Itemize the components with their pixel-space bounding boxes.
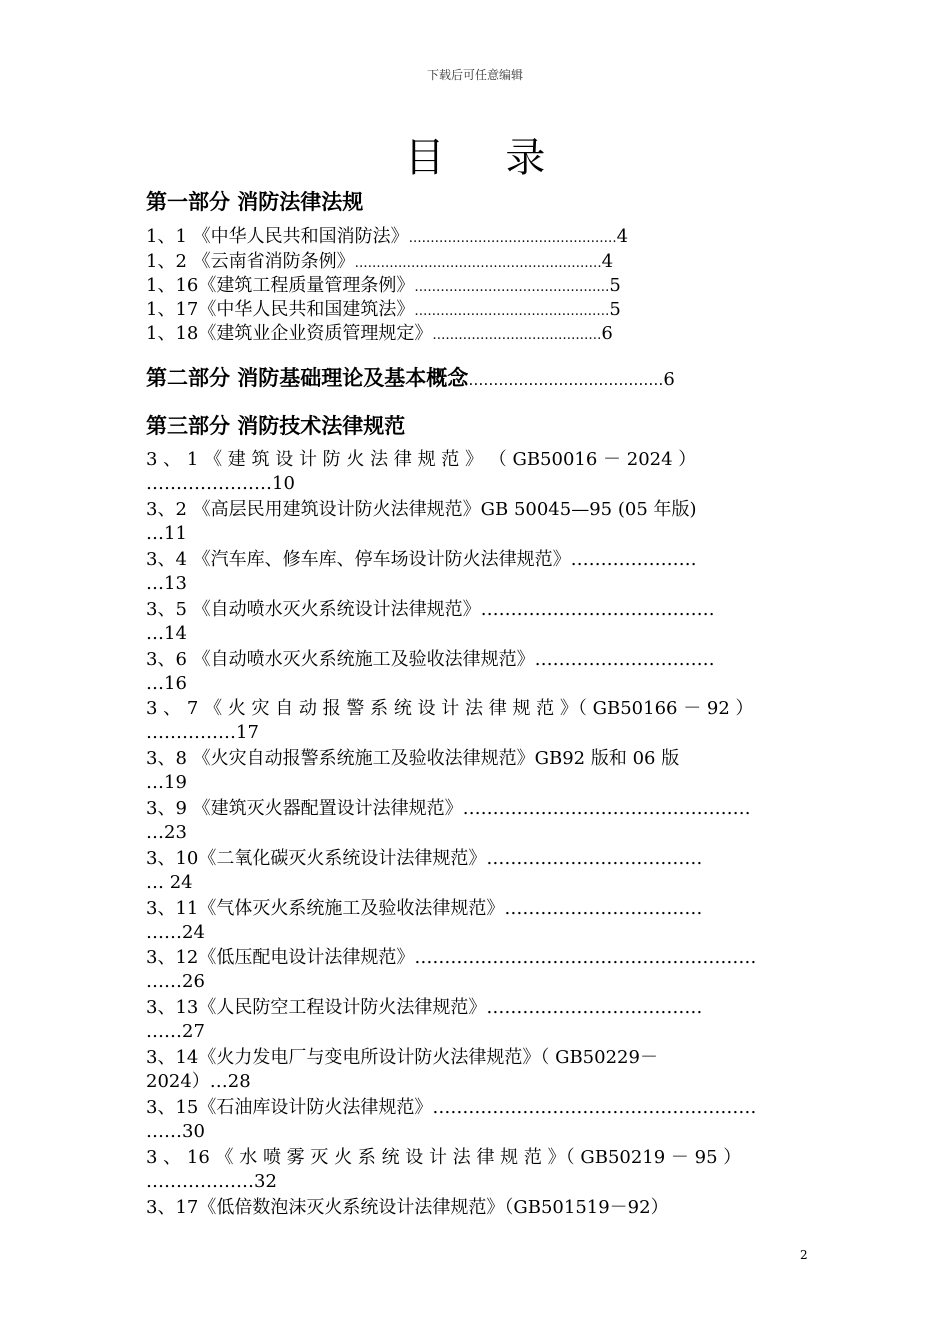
toc-entry-line1[interactable]: 3 、 7 《 火 灾 自 动 报 警 系 统 设 计 法 律 规 范 》（ GB50166 － 92 ） (146, 698, 754, 719)
toc-entry-line1[interactable]: 3、14《火力发电厂与变电所设计防火法律规范》（ GB50229－ (146, 1047, 658, 1068)
toc-entry-line2: ……24 (146, 922, 205, 943)
toc-entry-line1[interactable]: 3、4 《汽车库、修车库、停车场设计防火法律规范》………………… (146, 549, 697, 570)
section-part1-title: 第一部分 消防法律法规 (146, 190, 364, 214)
toc-entry-line2: ……26 (146, 971, 205, 992)
toc-entry-line2: …19 (146, 772, 187, 793)
toc-entry-line1[interactable]: 3 、 1 《 建 筑 设 计 防 火 法 律 规 范 》 （ GB50016 － 2024 ） (146, 449, 697, 470)
toc-page-number: 5 (609, 299, 621, 320)
toc-entry-line1[interactable]: 3、9 《建筑灭火器配置设计法律规范》………………………………………… (146, 798, 751, 819)
toc-leader-dots: ………………………………… (468, 371, 664, 389)
toc-entry-line2: ………………32 (146, 1171, 277, 1192)
toc-entry-line2: …14 (146, 623, 187, 644)
toc-entry-line1[interactable]: 3、6 《自动喷水灭火系统施工及验收法律规范》………………………… (146, 649, 715, 670)
toc-entry-line2: ……………17 (146, 722, 259, 743)
toc-leader-dots: ………………………………………… (408, 231, 617, 246)
toc-entry[interactable] (146, 298, 621, 324)
toc-leader-dots: ………………………………… (432, 328, 602, 343)
toc-entry-line1[interactable]: 3、10《二氧化碳灭火系统设计法律规范》……………………………… (146, 848, 703, 869)
toc-entry-line1[interactable]: 3、8 《火灾自动报警系统施工及验收法律规范》GB92 版和 06 版 (146, 748, 680, 769)
toc-entry-line1[interactable]: 3、13《人民防空工程设计防火法律规范》……………………………… (146, 997, 703, 1018)
toc-entry-line2: … 24 (146, 872, 193, 893)
toc-entry-line1[interactable]: 3、15《石油库设计防火法律规范》……………………………………………… (146, 1097, 757, 1118)
toc-entry-line2: …16 (146, 673, 187, 694)
toc-page-number: 4 (616, 226, 629, 247)
page-title: 目 录 (404, 135, 570, 181)
toc-entry[interactable] (146, 322, 613, 348)
toc-entry-text: 1、2 《云南省消防条例》 (146, 251, 355, 272)
toc-entry-text: 1、18《建筑业企业资质管理规定》 (146, 323, 433, 344)
section-part2-text: 第二部分 消防基础理论及基本概念 (146, 366, 469, 390)
toc-entry-text: 1、16《建筑工程质量管理条例》 (146, 275, 415, 296)
toc-entry-text: 1、1 《中华人民共和国消防法》 (146, 226, 409, 247)
toc-entry-line2: ……27 (146, 1021, 205, 1042)
toc-entry-text: 1、17《中华人民共和国建筑法》 (146, 299, 415, 320)
toc-leader-dots: ………………………………………………… (354, 256, 602, 271)
page-number: 2 (800, 1248, 808, 1262)
toc-page-number: 5 (609, 275, 621, 296)
toc-entry-line1[interactable]: 3 、 16 《 水 喷 雾 灭 火 系 统 设 计 法 律 规 范 》（ GB50219 － 95 ） (146, 1147, 742, 1168)
toc-entry-line1[interactable]: 3、11《气体灭火系统施工及验收法律规范》…………………………… (146, 898, 703, 919)
toc-page-number: 4 (601, 251, 614, 272)
section-part3-title: 第三部分 消防技术法律规范 (146, 414, 406, 438)
toc-entry-line2: …13 (146, 573, 187, 594)
toc-entry[interactable] (146, 250, 613, 276)
toc-entry-line2: 2024）…28 (146, 1071, 251, 1092)
toc-entry-line1[interactable]: 3、12《低压配电设计法律规范》………………………………………………… (146, 947, 757, 968)
toc-entry[interactable] (146, 225, 628, 251)
toc-leader-dots: ……………………………………… (414, 280, 610, 295)
toc-entry-line2: ……30 (146, 1121, 205, 1142)
toc-entry-line1[interactable]: 3、5 《自动喷水灭火系统设计法律规范》………………………………… (146, 599, 715, 620)
toc-entry-line2: …………………10 (146, 473, 295, 494)
toc-entry-line1[interactable]: 3、2 《高层民用建筑设计防火法律规范》GB 50045—95 (05 年版) (146, 499, 697, 520)
toc-entry-line1[interactable]: 3、17《低倍数泡沫灭火系统设计法律规范》（GB501519－92） (146, 1197, 669, 1218)
page-header: 下载后可任意编辑 (426, 68, 523, 82)
toc-leader-dots: ……………………………………… (414, 304, 610, 319)
toc-entry-line2: …11 (146, 523, 187, 544)
toc-page-number: 6 (601, 323, 613, 344)
section-part2-title[interactable] (146, 362, 675, 392)
toc-page-number: 6 (663, 369, 675, 390)
toc-entry-line2: …23 (146, 822, 187, 843)
toc-entry[interactable] (146, 274, 621, 300)
